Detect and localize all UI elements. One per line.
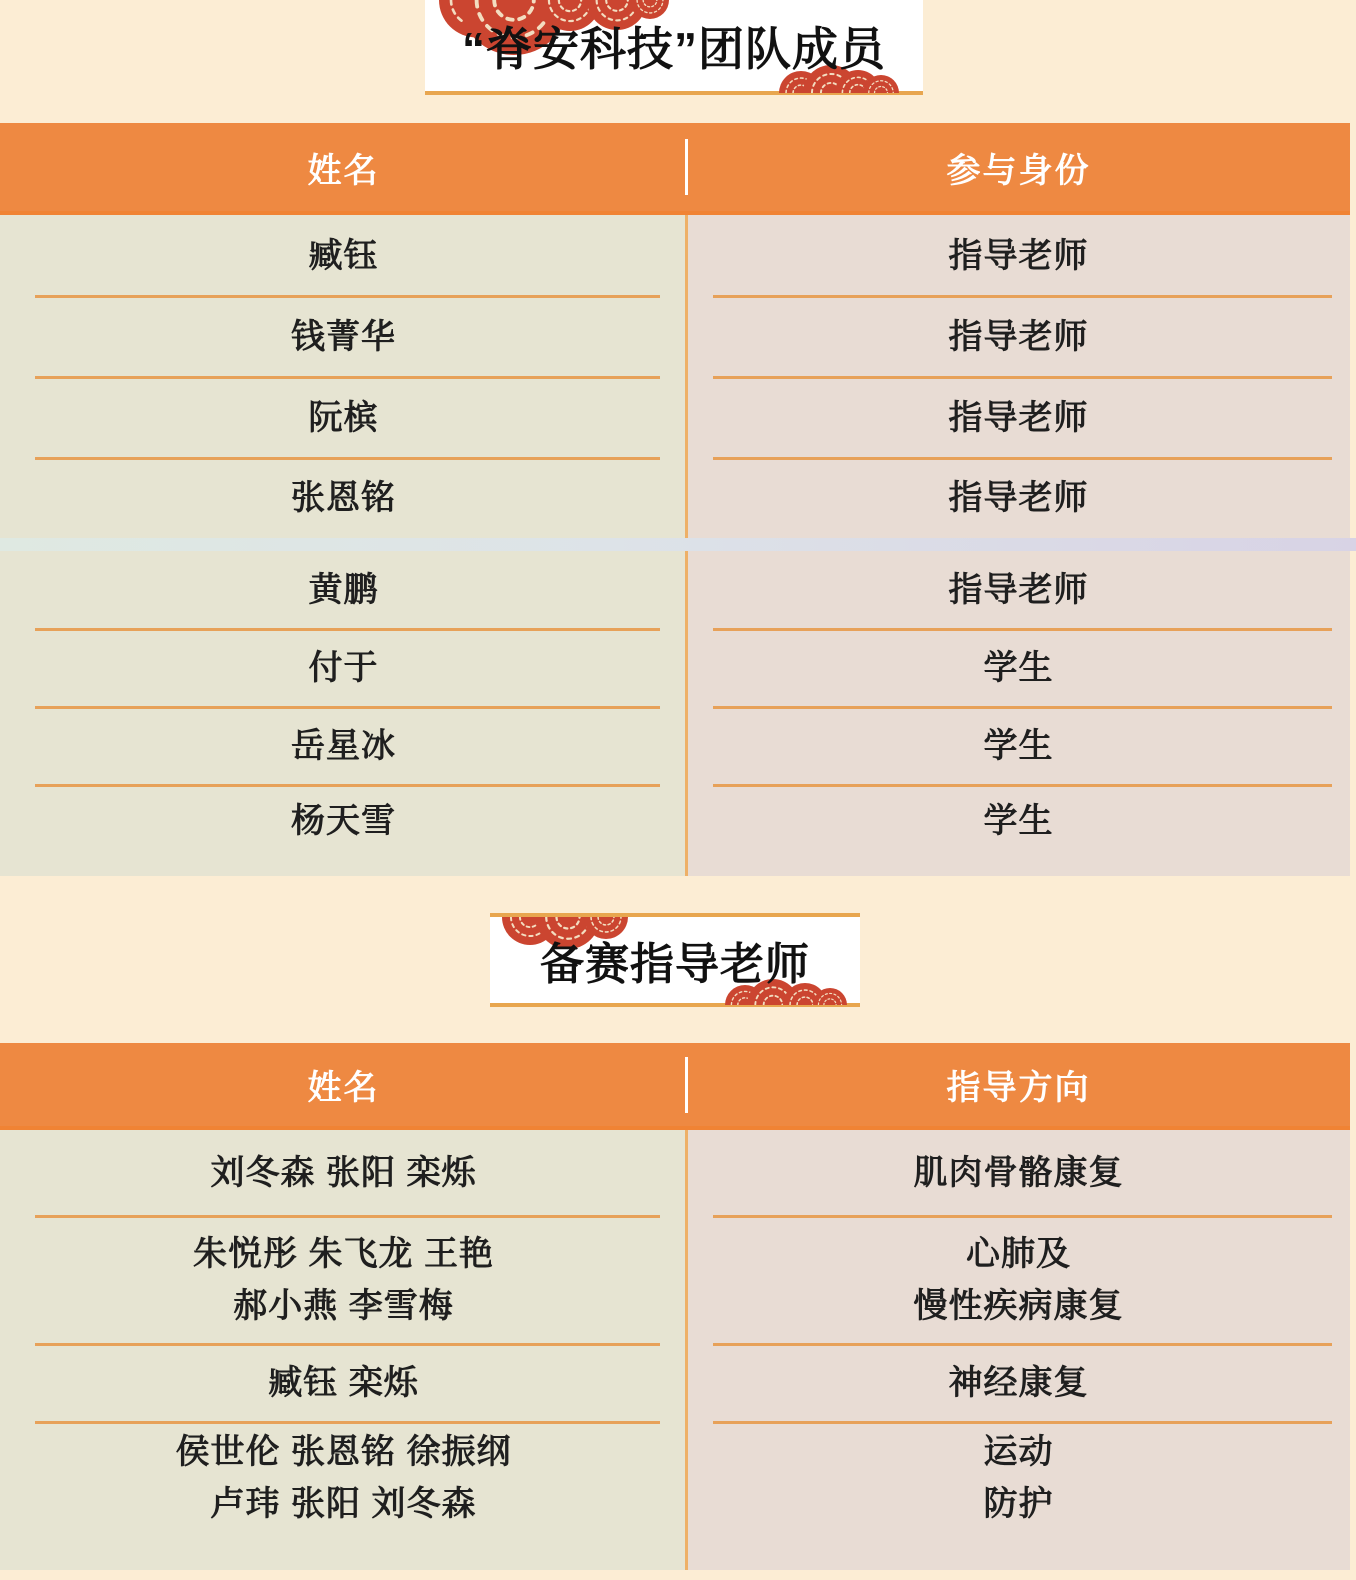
column-divider [685, 1130, 688, 1570]
member-name-cell: 岳星冰 [0, 707, 687, 785]
coach-name-cell: 臧钰 栾烁 [0, 1344, 687, 1422]
column-divider [685, 551, 688, 876]
member-name-cell: 黄鹏 [0, 551, 687, 629]
coach-table-body [0, 1130, 1350, 1570]
section2-title: 备赛指导老师 [540, 940, 810, 989]
table-row [0, 785, 1350, 876]
member-role-cell: 学生 [687, 785, 1350, 876]
table-row [0, 377, 1350, 458]
header-divider [685, 1057, 688, 1113]
coach-name-cell: 刘冬森 张阳 栾烁 [0, 1130, 687, 1216]
coach-direction-cell: 神经康复 [687, 1344, 1350, 1422]
member-table-body-bottom [0, 551, 1350, 876]
coach-table-header [0, 1043, 1350, 1130]
member-role-cell: 学生 [687, 707, 1350, 785]
member-role-cell: 学生 [687, 629, 1350, 707]
header-direction: 指导方向 [946, 1069, 1091, 1107]
member-role-cell: 指导老师 [687, 377, 1350, 458]
column-divider [685, 215, 688, 538]
member-role-cell: 指导老师 [687, 458, 1350, 538]
coach-direction-cell: 心肺及 慢性疾病康复 [687, 1216, 1350, 1344]
section1-title-banner [425, 0, 923, 95]
header-name: 姓名 [307, 151, 380, 190]
table-row [0, 707, 1350, 785]
header-name: 姓名 [307, 1069, 380, 1107]
coach-direction-cell: 肌肉骨骼康复 [687, 1130, 1350, 1216]
table-row [0, 296, 1350, 377]
table-row [0, 1422, 1350, 1570]
coach-direction-cell: 运动 防护 [687, 1422, 1350, 1570]
member-name-cell: 臧钰 [0, 215, 687, 296]
section2-title-banner [490, 913, 860, 1007]
member-role-cell: 指导老师 [687, 551, 1350, 629]
header-divider [685, 139, 688, 195]
table-row [0, 629, 1350, 707]
member-name-cell: 钱菁华 [0, 296, 687, 377]
member-name-cell: 张恩铭 [0, 458, 687, 538]
table-row [0, 1216, 1350, 1344]
header-role: 参与身份 [946, 151, 1091, 190]
member-name-cell: 付于 [0, 629, 687, 707]
table-row [0, 458, 1350, 538]
table-row [0, 1130, 1350, 1216]
member-table-header [0, 123, 1350, 215]
member-role-cell: 指导老师 [687, 296, 1350, 377]
table-row [0, 215, 1350, 296]
member-name-cell: 杨天雪 [0, 785, 687, 876]
coach-name-cell: 侯世伦 张恩铭 徐振纲 卢玮 张阳 刘冬森 [0, 1422, 687, 1570]
member-role-cell: 指导老师 [687, 215, 1350, 296]
table-row [0, 551, 1350, 629]
member-name-cell: 阮槟 [0, 377, 687, 458]
page-break-stripe [0, 538, 1356, 551]
section1-title: “脊安科技”团队成员 [462, 22, 886, 75]
member-table-body-top [0, 215, 1350, 538]
table-row [0, 1344, 1350, 1422]
coach-name-cell: 朱悦彤 朱飞龙 王艳 郝小燕 李雪梅 [0, 1216, 687, 1344]
